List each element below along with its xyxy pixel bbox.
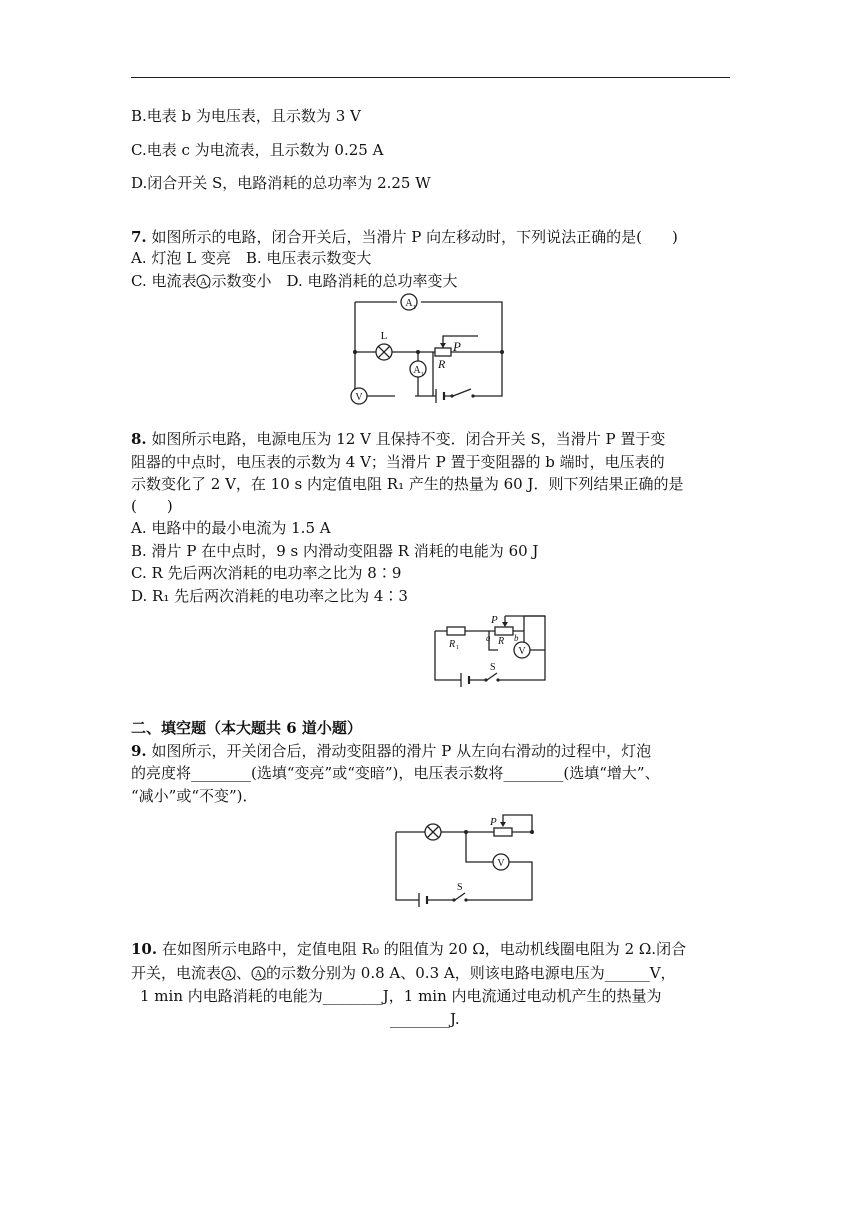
q8-circuit-diagram: [425, 610, 555, 690]
q8-stem-text-1: 如图所示电路，电源电压为 12 V 且保持不变．闭合开关 S，当滑片 P 置于变: [151, 430, 666, 448]
q7-ammeter-a1-letter: A: [413, 365, 421, 376]
q7-option-c-prefix: C. 电流表: [131, 272, 197, 290]
q8-end-b-label: b: [514, 633, 519, 643]
q6-option-d: D.闭合开关 S，电路消耗的总功率为 2.25 W: [131, 174, 431, 192]
q7-stem-text: 如图所示的电路，闭合开关后，当滑片 P 向左移动时，下列说法正确的是( ): [151, 228, 678, 246]
q7-number: 7.: [131, 228, 147, 246]
q7-ammeter-top-letter: A: [405, 298, 413, 309]
q10-line2-rest: 的示数分别为 0.8 A、0.3 A，则该电路电源电压为______V，: [266, 964, 676, 982]
q7-slider-label: P: [453, 339, 461, 354]
q8-resistor-label: R: [498, 636, 505, 647]
q8-answer-bracket: ( ): [131, 497, 173, 515]
q9-voltmeter-label: V: [497, 858, 505, 869]
q9-number: 9.: [131, 742, 147, 760]
q9-slider-label: P: [490, 816, 497, 828]
q10-line2-sep: 、: [236, 964, 252, 982]
q10-ammeter-a2-sub: 2: [263, 976, 267, 982]
q9-rheostat-icon: [494, 828, 512, 836]
q8-slider-label: P: [491, 614, 498, 626]
q10-stem-line-3: 1 min 内电路消耗的电能为________J，1 min 内电流通过电动机产生的热量为: [140, 987, 662, 1005]
q8-option-b: B. 滑片 P 在中点时，9 s 内滑动变阻器 R 消耗的电能为 60 J: [131, 542, 539, 560]
q8-stem-line-3: 示数变化了 2 V，在 10 s 内定值电阻 R₁ 产生的热量为 60 J．则下列结果正确的是: [131, 475, 684, 493]
q8-r1-icon: [447, 627, 465, 635]
q10-ammeter-a1-sub: 1: [233, 976, 237, 982]
q10-stem-line-1: [131, 939, 686, 959]
q10-number: 10.: [131, 940, 158, 958]
q7-options-ab: A. 灯泡 L 变亮 B. 电压表示数变大: [131, 249, 372, 267]
q8-stem-line-1: [131, 429, 665, 449]
q7-voltmeter-label: V: [355, 392, 363, 403]
q6-option-c: C.电表 c 为电流表，且示数为 0.25 A: [131, 141, 384, 159]
q9-stem-line-2: 的亮度将________(选填“变亮”或“变暗”)，电压表示数将________(选填“增大”、: [131, 764, 660, 782]
q7-stem: [131, 227, 678, 247]
q7-resistor-label: R: [438, 357, 446, 371]
q9-stem-line-3: “减小”或“不变”)．: [131, 787, 258, 805]
q8-number: 8.: [131, 430, 147, 448]
q8-stem-line-2: 阻器的中点时，电压表的示数为 4 V；当滑片 P 置于变阻器的 b 端时，电压表的: [131, 453, 665, 471]
q8-voltmeter-label: V: [518, 646, 526, 657]
q8-r1-sub: 1: [456, 645, 459, 651]
q7-ammeter-a1-sub: 1: [421, 372, 424, 378]
q8-switch-label: S: [490, 662, 496, 673]
q7-ammeter-top-sub: 1: [413, 305, 416, 311]
q8-rheostat-icon: [495, 627, 513, 635]
q10-ammeter-a2-letter: A: [254, 969, 263, 980]
q9-switch-label: S: [457, 882, 463, 893]
ammeter-a1-sub: 1: [208, 284, 212, 290]
section-fill-in-heading: 二、填空题（本大题共 6 道小题）: [131, 719, 362, 737]
ammeter-a1-icon: [196, 274, 211, 289]
q8-option-a: A. 电路中的最小电流为 1.5 A: [131, 519, 331, 537]
q7-option-c-rest: 示数变小 D. 电路消耗的总功率变大: [211, 272, 458, 290]
q10-stem-text-1: 在如图所示电路中，定值电阻 R₀ 的阻值为 20 Ω，电动机线圈电阻为 2 Ω.闭合: [161, 940, 687, 958]
q8-option-c: C. R 先后两次消耗的电功率之比为 8∶9: [131, 564, 402, 582]
q10-ammeter-a1-letter: A: [224, 969, 233, 980]
q8-end-a-label: a: [486, 633, 491, 643]
q6-option-b: B.电表 b 为电压表，且示数为 3 V: [131, 107, 361, 125]
q7-lamp-label: L: [380, 330, 388, 342]
q10-stem-line-4: ________J.: [390, 1010, 460, 1028]
q8-r1-label: R: [449, 639, 456, 650]
q9-stem-text-1: 如图所示，开关闭合后，滑动变阻器的滑片 P 从左向右滑动的过程中，灯泡: [151, 742, 652, 760]
ammeter-a1-icon: [221, 966, 236, 981]
q10-stem-line-2: [131, 963, 676, 983]
ammeter-a2-icon: [251, 966, 266, 981]
q8-option-d: D. R₁ 先后两次消耗的电功率之比为 4∶3: [131, 587, 408, 605]
q9-circuit-diagram: [390, 812, 540, 907]
header-rule: [131, 77, 730, 78]
q10-line2-prefix: 开关，电流表: [131, 964, 222, 982]
q9-stem-line-1: [131, 741, 651, 761]
q7-rheostat-icon: [435, 348, 451, 356]
q7-circuit-diagram: [345, 288, 515, 413]
ammeter-a1-letter: A: [200, 277, 208, 288]
